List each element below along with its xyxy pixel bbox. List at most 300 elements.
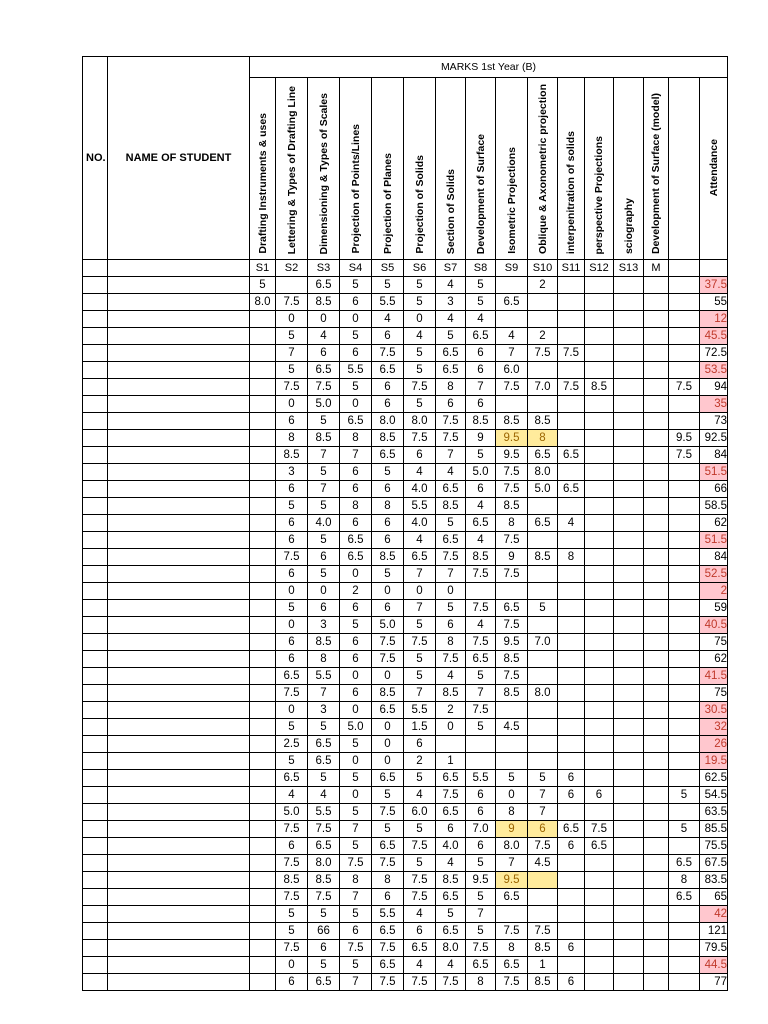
mark-cell: 6.5	[528, 515, 558, 532]
subject-code-11: S11	[558, 260, 585, 277]
mark-cell	[466, 583, 496, 600]
mark-cell	[558, 651, 585, 668]
mark-cell: 8.5	[496, 413, 528, 430]
mark-cell	[669, 957, 700, 974]
student-name-cell	[108, 549, 250, 566]
mark-cell	[558, 702, 585, 719]
mark-cell	[669, 277, 700, 294]
mark-cell: 7.5	[496, 566, 528, 583]
row-number-cell	[83, 311, 108, 328]
mark-cell: 5	[466, 889, 496, 906]
mark-cell: 6.5	[308, 974, 340, 991]
mark-cell	[558, 413, 585, 430]
mark-cell	[644, 974, 669, 991]
mark-cell	[585, 515, 614, 532]
student-name-cell	[108, 668, 250, 685]
subject-code-5: S5	[372, 260, 404, 277]
mark-cell	[644, 566, 669, 583]
mark-cell: 8.5	[528, 940, 558, 957]
mark-cell: 6	[558, 974, 585, 991]
student-name-cell	[108, 719, 250, 736]
total-cell: 12	[700, 311, 728, 328]
mark-cell: 6	[372, 481, 404, 498]
total-cell: 44.5	[700, 957, 728, 974]
mark-cell	[644, 294, 669, 311]
subject-header-6: Projection of Solids	[404, 78, 436, 260]
mark-cell: 7.5	[404, 872, 436, 889]
table-row	[83, 770, 728, 787]
mark-cell: 7.5	[669, 447, 700, 464]
mark-cell	[614, 379, 644, 396]
mark-cell: 8.0	[496, 838, 528, 855]
mark-cell: 0	[496, 787, 528, 804]
row-number-cell	[83, 328, 108, 345]
mark-cell: 5	[669, 787, 700, 804]
mark-cell: 7.5	[340, 855, 372, 872]
mark-cell: 0	[276, 583, 308, 600]
mark-cell	[669, 923, 700, 940]
mark-cell: 8.5	[276, 872, 308, 889]
total-cell: 121	[700, 923, 728, 940]
mark-cell: 7.5	[436, 787, 466, 804]
mark-cell: 6	[372, 889, 404, 906]
mark-cell: 5	[372, 566, 404, 583]
mark-cell: 8.5	[308, 872, 340, 889]
mark-cell: 8	[496, 940, 528, 957]
mark-cell: 6	[466, 481, 496, 498]
mark-cell: 8.5	[436, 872, 466, 889]
mark-cell: 4	[466, 617, 496, 634]
student-name-cell	[108, 634, 250, 651]
mark-cell: 3	[276, 464, 308, 481]
total-cell: 65	[700, 889, 728, 906]
mark-cell: 6.5	[436, 923, 466, 940]
mark-cell: 8.0	[436, 940, 466, 957]
total-cell: 63.5	[700, 804, 728, 821]
mark-cell: 6	[372, 532, 404, 549]
mark-cell	[669, 311, 700, 328]
mark-cell: 7.0	[466, 821, 496, 838]
mark-cell	[250, 345, 276, 362]
mark-cell: 5	[340, 957, 372, 974]
mark-cell: 5	[466, 277, 496, 294]
mark-cell: 7.5	[528, 923, 558, 940]
subject-header-9: Isometric Projections	[496, 78, 528, 260]
mark-cell: 8.0	[250, 294, 276, 311]
mark-cell	[585, 634, 614, 651]
mark-cell: 5	[308, 906, 340, 923]
total-cell: 54.5	[700, 787, 728, 804]
mark-cell: 0	[372, 583, 404, 600]
mark-cell	[496, 396, 528, 413]
mark-cell: 6.5	[558, 447, 585, 464]
mark-cell: 7.5	[528, 345, 558, 362]
mark-cell: 5	[404, 294, 436, 311]
table-row	[83, 311, 728, 328]
student-name-cell	[108, 736, 250, 753]
mark-cell: 6.5	[436, 481, 466, 498]
mark-cell: 0	[340, 311, 372, 328]
total-cell: 45.5	[700, 328, 728, 345]
mark-cell	[250, 447, 276, 464]
mark-cell: 5.0	[308, 396, 340, 413]
mark-cell	[558, 923, 585, 940]
mark-cell: 6.5	[372, 447, 404, 464]
mark-cell: 8.0	[404, 413, 436, 430]
mark-cell: 5	[276, 753, 308, 770]
subject-header-4: Projection of Points/Lines	[340, 78, 372, 260]
mark-cell: 6.5	[669, 889, 700, 906]
mark-cell: 4	[436, 957, 466, 974]
student-name-cell	[108, 600, 250, 617]
mark-cell: 7.5	[308, 889, 340, 906]
student-name-cell	[108, 328, 250, 345]
mark-cell: 5	[404, 821, 436, 838]
mark-cell	[585, 957, 614, 974]
mark-cell	[585, 906, 614, 923]
mark-cell	[614, 668, 644, 685]
mark-cell: 6	[308, 549, 340, 566]
mark-cell: 6.5	[340, 532, 372, 549]
mark-cell	[558, 362, 585, 379]
mark-cell: 0	[276, 702, 308, 719]
mark-cell	[644, 447, 669, 464]
mark-cell: 8.5	[276, 447, 308, 464]
mark-cell	[669, 736, 700, 753]
subject-header-14: Development of Surface (model)	[644, 78, 669, 260]
table-row	[83, 583, 728, 600]
mark-cell	[614, 532, 644, 549]
mark-cell: 6	[558, 770, 585, 787]
mark-cell: 7.5	[372, 345, 404, 362]
mark-cell: 7.5	[404, 379, 436, 396]
total-cell: 62	[700, 651, 728, 668]
mark-cell: 6	[372, 396, 404, 413]
mark-cell: 6	[308, 940, 340, 957]
table-row	[83, 447, 728, 464]
mark-cell: 5	[308, 719, 340, 736]
subject-header-11: interpenitration of solids	[558, 78, 585, 260]
mark-cell: 5.5	[308, 804, 340, 821]
mark-cell: 6.5	[372, 923, 404, 940]
mark-cell: 7.5	[466, 566, 496, 583]
mark-cell: 1	[436, 753, 466, 770]
mark-cell: 5	[436, 515, 466, 532]
mark-cell: 5	[340, 804, 372, 821]
mark-cell	[614, 600, 644, 617]
mark-cell: 2	[340, 583, 372, 600]
student-name-cell	[108, 923, 250, 940]
mark-cell	[644, 906, 669, 923]
subject-code-13: S13	[614, 260, 644, 277]
mark-cell: 6	[276, 974, 308, 991]
subject-header-8: Development of Surface	[466, 78, 496, 260]
mark-cell	[614, 923, 644, 940]
mark-cell: 8.0	[308, 855, 340, 872]
mark-cell: 7.5	[308, 379, 340, 396]
mark-cell	[644, 396, 669, 413]
mark-cell	[585, 889, 614, 906]
mark-cell: 7.5	[466, 702, 496, 719]
mark-cell: 2	[404, 753, 436, 770]
mark-cell: 0	[404, 583, 436, 600]
mark-cell	[250, 940, 276, 957]
student-name-cell	[108, 872, 250, 889]
mark-cell	[528, 702, 558, 719]
mark-cell	[585, 770, 614, 787]
mark-cell	[250, 736, 276, 753]
mark-cell	[558, 294, 585, 311]
mark-cell	[614, 447, 644, 464]
mark-cell	[558, 311, 585, 328]
mark-cell	[669, 838, 700, 855]
mark-cell	[558, 855, 585, 872]
row-number-cell	[83, 719, 108, 736]
mark-cell	[250, 430, 276, 447]
mark-cell: 0	[276, 957, 308, 974]
mark-cell	[669, 515, 700, 532]
mark-cell	[250, 668, 276, 685]
table-row	[83, 889, 728, 906]
table-row	[83, 821, 728, 838]
mark-cell	[644, 668, 669, 685]
mark-cell	[585, 362, 614, 379]
row-number-cell	[83, 855, 108, 872]
mark-cell: 6	[340, 294, 372, 311]
mark-cell: 7	[466, 685, 496, 702]
mark-cell	[558, 583, 585, 600]
mark-cell: 6	[466, 804, 496, 821]
student-name-cell	[108, 685, 250, 702]
mark-cell: 8	[372, 498, 404, 515]
mark-cell	[614, 753, 644, 770]
mark-cell	[250, 855, 276, 872]
mark-cell	[585, 447, 614, 464]
mark-cell	[614, 974, 644, 991]
mark-cell: 6.5	[496, 957, 528, 974]
mark-cell: 5	[496, 770, 528, 787]
mark-cell	[528, 872, 558, 889]
mark-cell	[585, 736, 614, 753]
mark-cell	[558, 906, 585, 923]
mark-cell	[250, 464, 276, 481]
mark-cell	[614, 396, 644, 413]
mark-cell: 9.5	[496, 430, 528, 447]
student-name-cell	[108, 498, 250, 515]
mark-cell: 5	[404, 345, 436, 362]
mark-cell: 4	[404, 328, 436, 345]
mark-cell: 6.5	[496, 600, 528, 617]
mark-cell: 6.5	[372, 702, 404, 719]
mark-cell	[250, 872, 276, 889]
mark-cell	[250, 362, 276, 379]
mark-cell	[644, 736, 669, 753]
mark-cell: 7.5	[276, 940, 308, 957]
mark-cell: 7.5	[496, 923, 528, 940]
student-name-cell	[108, 940, 250, 957]
mark-cell: 6	[372, 379, 404, 396]
mark-cell	[585, 328, 614, 345]
total-cell: 75	[700, 685, 728, 702]
mark-cell: 6	[276, 566, 308, 583]
mark-cell	[558, 498, 585, 515]
mark-cell	[585, 600, 614, 617]
mark-cell: 8.5	[372, 685, 404, 702]
mark-cell: 5	[404, 668, 436, 685]
mark-cell: 7.5	[528, 838, 558, 855]
row-number-cell	[83, 838, 108, 855]
mark-cell	[614, 481, 644, 498]
mark-cell: 4	[466, 498, 496, 515]
mark-cell: 7.5	[496, 617, 528, 634]
total-cell: 79.5	[700, 940, 728, 957]
mark-cell: 5	[669, 821, 700, 838]
mark-cell	[614, 311, 644, 328]
mark-cell: 8.5	[496, 685, 528, 702]
mark-cell: 8	[340, 430, 372, 447]
mark-cell: 4.5	[496, 719, 528, 736]
total-cell: 2	[700, 583, 728, 600]
mark-cell: 5	[276, 498, 308, 515]
mark-cell: 5	[340, 906, 372, 923]
mark-cell: 6.5	[466, 328, 496, 345]
mark-cell	[466, 753, 496, 770]
mark-cell	[614, 634, 644, 651]
mark-cell	[644, 838, 669, 855]
mark-cell: 2.5	[276, 736, 308, 753]
mark-cell: 0	[276, 396, 308, 413]
mark-cell	[558, 719, 585, 736]
mark-cell	[436, 736, 466, 753]
mark-cell	[250, 583, 276, 600]
mark-cell	[669, 719, 700, 736]
mark-cell: 0	[308, 583, 340, 600]
mark-cell	[585, 294, 614, 311]
code-blank-no	[83, 260, 108, 277]
mark-cell	[528, 668, 558, 685]
mark-cell: 8.5	[436, 685, 466, 702]
mark-cell: 6.5	[404, 549, 436, 566]
subject-header-12: perspective Projections	[585, 78, 614, 260]
mark-cell	[558, 804, 585, 821]
mark-cell	[614, 464, 644, 481]
mark-cell	[558, 430, 585, 447]
student-name-cell	[108, 957, 250, 974]
mark-cell	[250, 651, 276, 668]
mark-cell: 6	[276, 634, 308, 651]
mark-cell: 6.5	[466, 515, 496, 532]
no-column-header: NO.	[83, 57, 108, 260]
table-row	[83, 651, 728, 668]
mark-cell	[669, 362, 700, 379]
subject-code-14: M	[644, 260, 669, 277]
subject-code-1: S1	[250, 260, 276, 277]
name-column-header: NAME OF STUDENT	[108, 57, 250, 260]
mark-cell: 6	[340, 600, 372, 617]
student-name-cell	[108, 617, 250, 634]
mark-cell: 5	[404, 651, 436, 668]
table-row	[83, 328, 728, 345]
mark-cell	[528, 396, 558, 413]
mark-cell: 6.5	[436, 770, 466, 787]
mark-cell: 5	[372, 277, 404, 294]
mark-cell	[558, 328, 585, 345]
total-cell: 84	[700, 447, 728, 464]
mark-cell	[614, 583, 644, 600]
mark-cell	[644, 481, 669, 498]
mark-cell	[585, 532, 614, 549]
mark-cell: 5	[308, 413, 340, 430]
row-number-cell	[83, 532, 108, 549]
mark-cell: 9.5	[496, 634, 528, 651]
mark-cell: 0	[308, 311, 340, 328]
mark-cell: 7.5	[669, 379, 700, 396]
mark-cell: 6.5	[308, 736, 340, 753]
subject-code-row	[83, 260, 728, 277]
mark-cell	[614, 362, 644, 379]
mark-cell	[250, 566, 276, 583]
mark-cell	[644, 549, 669, 566]
student-name-cell	[108, 651, 250, 668]
mark-cell	[250, 396, 276, 413]
subject-code-3: S3	[308, 260, 340, 277]
mark-cell: 4.5	[528, 855, 558, 872]
mark-cell: 7	[466, 906, 496, 923]
mark-cell: 7.5	[436, 430, 466, 447]
total-cell: 26	[700, 736, 728, 753]
mark-cell	[669, 345, 700, 362]
mark-cell: 8	[308, 651, 340, 668]
mark-cell: 6	[276, 481, 308, 498]
mark-cell: 3	[308, 617, 340, 634]
student-name-cell	[108, 906, 250, 923]
mark-cell	[669, 685, 700, 702]
mark-cell: 8.5	[372, 549, 404, 566]
mark-cell	[250, 889, 276, 906]
mark-cell: 5	[308, 770, 340, 787]
table-row	[83, 362, 728, 379]
mark-cell	[585, 719, 614, 736]
mark-cell	[585, 651, 614, 668]
mark-cell: 7.5	[466, 940, 496, 957]
mark-cell	[496, 736, 528, 753]
mark-cell	[558, 668, 585, 685]
table-row	[83, 702, 728, 719]
mark-cell: 8.5	[436, 498, 466, 515]
mark-cell	[614, 651, 644, 668]
table-row	[83, 872, 728, 889]
subject-header-1: Drafting Instruments & uses	[250, 78, 276, 260]
mark-cell: 5.0	[372, 617, 404, 634]
mark-cell: 7.5	[372, 651, 404, 668]
mark-cell: 5	[276, 719, 308, 736]
mark-cell: 7	[466, 379, 496, 396]
mark-cell: 6.5	[496, 294, 528, 311]
mark-cell	[496, 753, 528, 770]
table-row	[83, 668, 728, 685]
row-number-cell	[83, 702, 108, 719]
mark-cell	[644, 889, 669, 906]
mark-cell	[250, 719, 276, 736]
mark-cell	[250, 838, 276, 855]
mark-cell	[644, 617, 669, 634]
mark-cell	[614, 957, 644, 974]
mark-cell	[669, 940, 700, 957]
mark-cell	[558, 753, 585, 770]
mark-cell	[644, 362, 669, 379]
mark-cell	[614, 617, 644, 634]
mark-cell: 3	[436, 294, 466, 311]
